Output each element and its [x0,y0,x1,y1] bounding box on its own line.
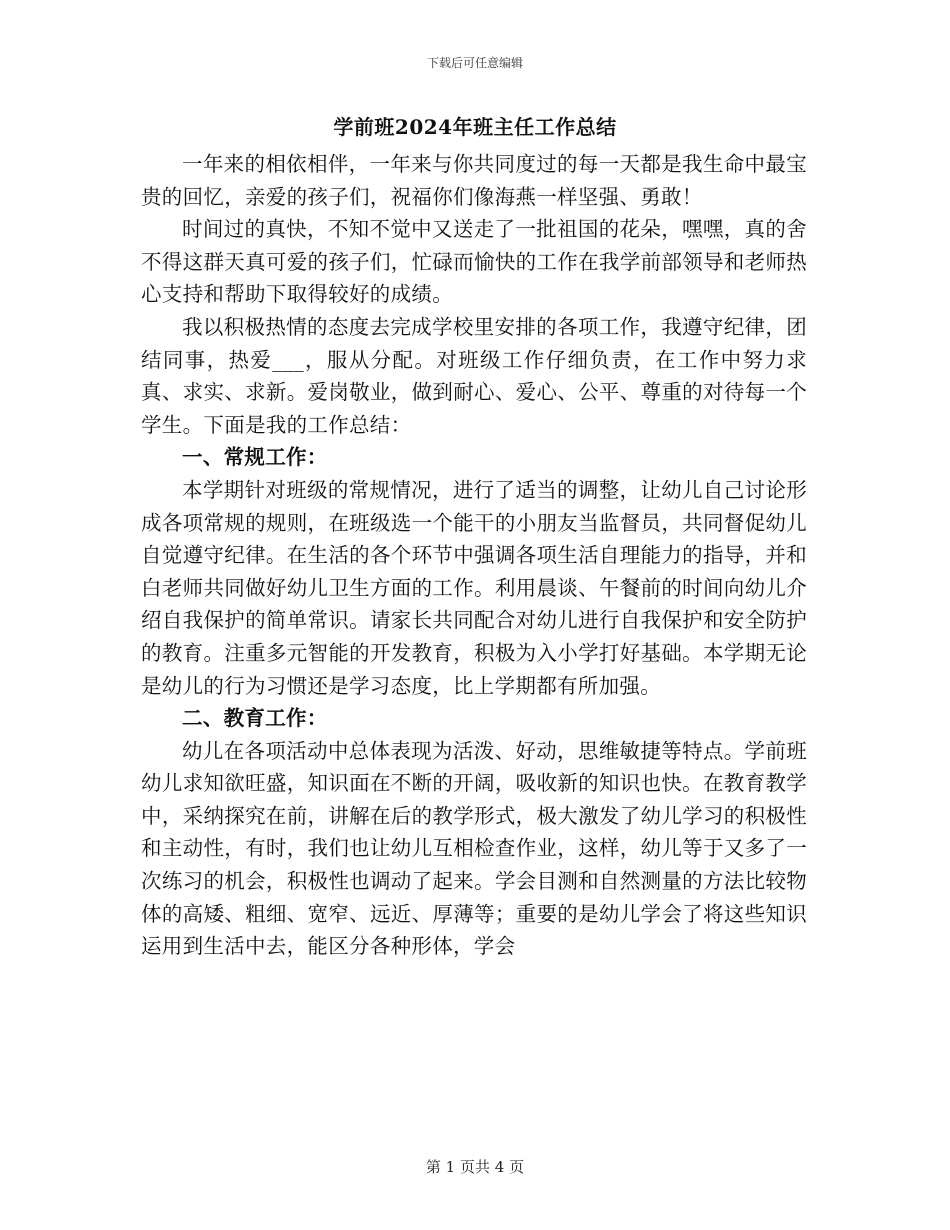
header-note: 下载后可任意编辑 [426,56,523,70]
section-heading-education-work: 二、教育工作： [182,706,328,731]
paragraph-3: 我以积极热情的态度去完成学校里安排的各项工作，我遵守纪律，团结同事，热爱___，服从分配。对班级工作仔细负责，在工作中努力求真、求实、求新。爱岗敬业，做到耐心、爱心、公平、尊重的对待每一个学生。下面是我的工作总结： [141,314,807,437]
paragraph-2: 时间过的真快，不知不觉中又送走了一批祖国的花朵，嘿嘿，真的舍不得这群天真可爱的孩子们，忙碌而愉快的工作在我学前部领导和老师热心支持和帮助下取得较好的成绩。 [141,217,807,307]
document-body [141,148,807,963]
paragraph-4: 本学期针对班级的常规情况，进行了适当的调整，让幼儿自己讨论形成各项常规的规则，在班级选一个能干的小朋友当监督员，共同督促幼儿自觉遵守纪律。在生活的各个环节中强调各项生活自理能力的指导，并和白老师共同做好幼儿卫生方面的工作。利用晨谈、午餐前的时间向幼儿介绍自我保护的简单常识。请家长共同配合对幼儿进行自我保护和安全防护的教育。注重多元智能的开发教育，积极为入小学打好基础。本学期无论是幼儿的行为习惯还是学习态度，比上学期都有所加强。 [141,477,807,698]
section-heading-routine-work: 一、常规工作： [182,445,328,470]
paragraph-5: 幼儿在各项活动中总体表现为活泼、好动，思维敏捷等特点。学前班幼儿求知欲旺盛，知识面在不断的开阔，吸收新的知识也快。在教育教学中，采纳探究在前，讲解在后的教学形式，极大激发了幼儿学习的积极性和主动性，有时，我们也让幼儿互相检查作业，这样，幼儿等于又多了一次练习的机会，积极性也调动了起来。学会目测和自然测量的方法比较物体的高矮、粗细、宽窄、远近、厚薄等；重要的是幼儿学会了将这些知识运用到生活中去，能区分各种形体，学会 [141,738,807,959]
document-title: 学前班2024年班主任工作总结 [333,115,617,139]
paragraph-1: 一年来的相依相伴，一年来与你共同度过的每一天都是我生命中最宝贵的回忆，亲爱的孩子们，祝福你们像海燕一样坚强、勇敢！ [141,152,807,209]
page-footer: 第 1 页共 4 页 [425,1158,525,1176]
